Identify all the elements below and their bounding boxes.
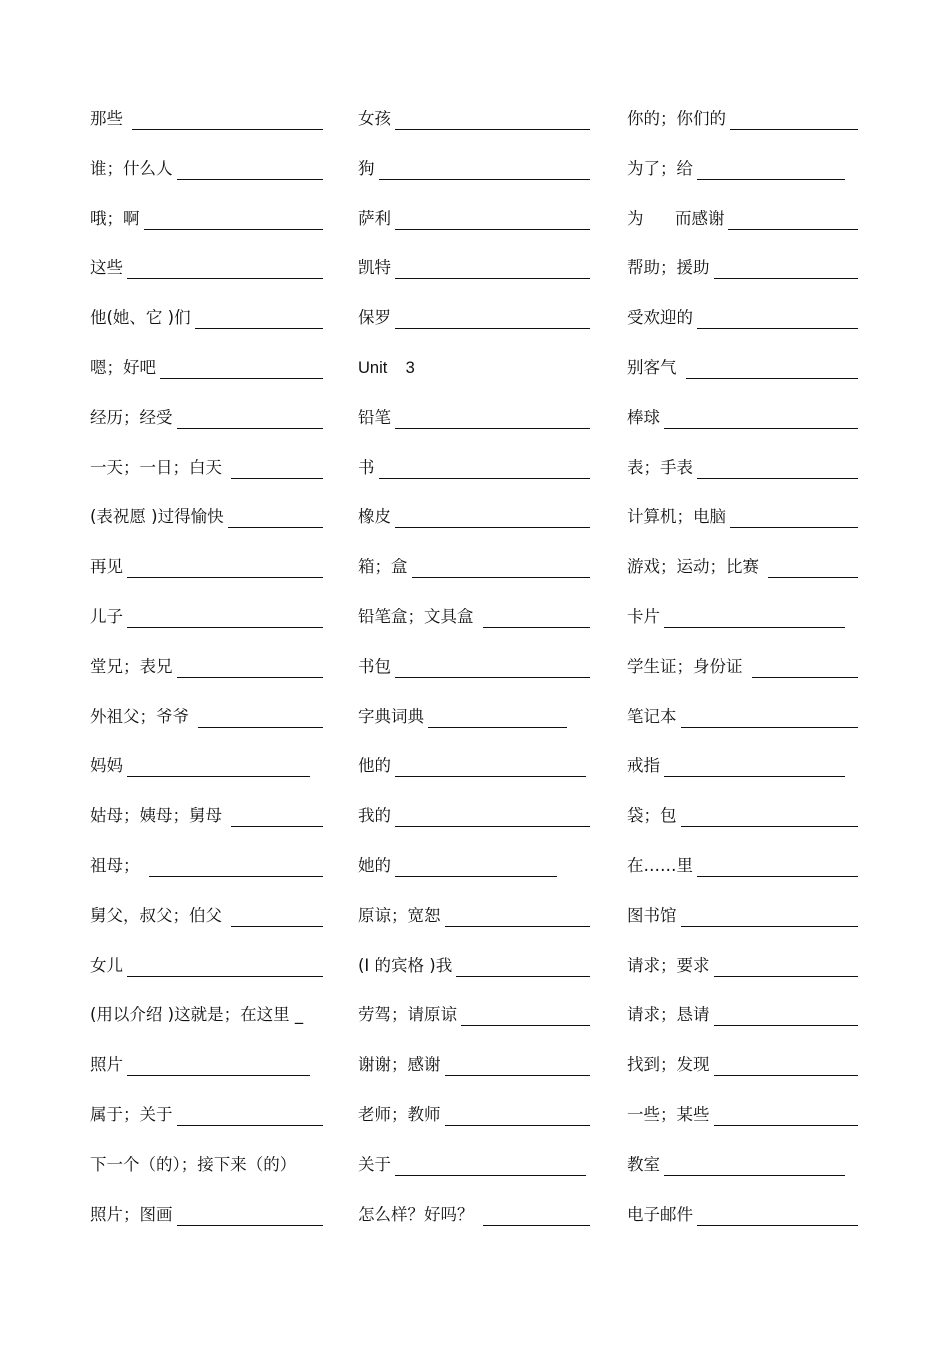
vocab-row	[358, 404, 590, 454]
vocab-row	[627, 1201, 858, 1251]
answer-blank[interactable]	[714, 1051, 859, 1076]
vocab-row	[627, 1051, 858, 1101]
vocab-row	[358, 752, 590, 802]
vocab-row	[90, 354, 323, 404]
vocab-prompt: 在……里	[627, 855, 693, 875]
vocab-prompt: 铅笔盒；文具盒	[358, 606, 479, 626]
vocab-row	[90, 752, 323, 802]
vocab-row	[358, 952, 590, 1002]
vocab-prompt: 原谅；宽恕	[358, 905, 441, 925]
vocab-prompt: 字典词典	[358, 706, 424, 726]
answer-blank[interactable]	[395, 304, 590, 329]
answer-blank[interactable]	[231, 902, 323, 927]
answer-blank[interactable]	[228, 503, 323, 528]
answer-blank[interactable]	[445, 902, 591, 927]
vocab-row	[358, 902, 590, 952]
vocab-row	[627, 105, 858, 155]
unit-heading: Unit 3	[358, 358, 415, 377]
answer-blank[interactable]	[664, 1151, 845, 1176]
answer-blank[interactable]	[681, 802, 859, 827]
vocab-row	[90, 603, 323, 653]
vocab-prompt: 谢谢；感谢	[358, 1055, 441, 1075]
vocab-prompt: 妈妈	[90, 756, 123, 776]
answer-blank[interactable]	[395, 105, 590, 130]
vocab-row	[627, 155, 858, 205]
vocab-row	[90, 454, 323, 504]
vocab-prompt: 下一个（的）；接下来（的）	[90, 1154, 297, 1174]
vocab-row	[90, 653, 323, 703]
vocab-prompt: 游戏；运动；比赛	[627, 557, 765, 577]
vocab-prompt: 属于；关于	[90, 1104, 173, 1124]
answer-blank[interactable]	[697, 304, 858, 329]
vocab-prompt: 袋；包	[627, 806, 677, 826]
vocab-row	[90, 902, 323, 952]
answer-blank[interactable]	[379, 155, 591, 180]
vocab-prompt: 老师；教师	[358, 1104, 441, 1124]
vocab-prompt: 这些	[90, 258, 123, 278]
answer-blank[interactable]	[127, 952, 323, 977]
answer-blank[interactable]	[664, 603, 845, 628]
vocab-prompt: 受欢迎的	[627, 308, 693, 328]
vocab-row	[90, 553, 323, 603]
vocab-row	[90, 852, 323, 902]
answer-blank[interactable]	[664, 752, 845, 777]
vocab-row	[90, 304, 323, 354]
vocab-prompt: 萨利	[358, 208, 391, 228]
vocab-prompt: 书包	[358, 656, 391, 676]
vocab-row	[627, 703, 858, 753]
vocab-prompt: 怎么样？好吗？	[358, 1204, 479, 1224]
answer-blank[interactable]	[127, 752, 310, 777]
answer-blank[interactable]	[177, 1101, 324, 1126]
vocab-row	[627, 752, 858, 802]
answer-blank[interactable]	[728, 205, 858, 230]
answer-blank[interactable]	[456, 952, 590, 977]
vocab-row	[358, 354, 590, 404]
vocab-prompt: 堂兄；表兄	[90, 656, 173, 676]
vocab-prompt: (表祝愿 )过得愉快	[90, 507, 224, 527]
vocab-prompt: 电子邮件	[627, 1204, 693, 1224]
vocab-prompt: 卡片	[627, 606, 660, 626]
answer-blank[interactable]	[395, 852, 557, 877]
vocab-row	[358, 553, 590, 603]
vocab-row	[90, 105, 323, 155]
vocab-prompt: 请求；恳请	[627, 1005, 710, 1025]
vocab-row	[627, 653, 858, 703]
vocab-prompt: 他(她、它 )们	[90, 308, 191, 328]
vocab-prompt: 箱；盒	[358, 557, 408, 577]
vocab-prompt: 为 而感谢	[627, 208, 725, 228]
vocab-row	[90, 1001, 323, 1051]
answer-blank[interactable]	[127, 1051, 310, 1076]
answer-blank[interactable]	[395, 254, 590, 279]
vocab-row	[90, 952, 323, 1002]
vocab-row	[90, 205, 323, 255]
vocab-row	[627, 902, 858, 952]
vocab-prompt: 请求；要求	[627, 955, 710, 975]
answer-blank[interactable]	[445, 1051, 591, 1076]
answer-blank[interactable]	[177, 404, 324, 429]
vocab-row	[358, 1001, 590, 1051]
vocab-prompt: 她的	[358, 855, 391, 875]
vocab-row	[627, 1101, 858, 1151]
vocab-prompt: (I 的宾格 )我	[358, 955, 453, 975]
vocab-prompt: 狗	[358, 158, 375, 178]
answer-blank[interactable]	[681, 703, 859, 728]
answer-blank[interactable]	[177, 653, 324, 678]
answer-blank[interactable]	[752, 653, 858, 678]
vocab-row	[358, 205, 590, 255]
answer-blank[interactable]	[149, 852, 323, 877]
vocab-row	[627, 603, 858, 653]
vocab-prompt: 劳驾；请原谅	[358, 1005, 457, 1025]
answer-blank[interactable]	[395, 802, 590, 827]
vocab-prompt: 关于	[358, 1154, 391, 1174]
answer-blank[interactable]	[198, 703, 323, 728]
vocab-row	[90, 802, 323, 852]
answer-blank[interactable]	[231, 802, 323, 827]
answer-blank[interactable]	[395, 205, 590, 230]
vocab-row	[627, 952, 858, 1002]
answer-blank[interactable]	[730, 105, 858, 130]
vocab-prompt: 学生证；身份证	[627, 656, 748, 676]
vocab-prompt: 找到；发现	[627, 1055, 710, 1075]
vocab-prompt: 图书馆	[627, 905, 677, 925]
vocab-prompt: 再见	[90, 557, 123, 577]
vocab-row	[627, 404, 858, 454]
vocab-row	[358, 1101, 590, 1151]
vocab-row	[358, 454, 590, 504]
vocab-row	[358, 304, 590, 354]
vocab-row	[358, 703, 590, 753]
vocab-row	[627, 802, 858, 852]
vocab-row	[358, 1201, 590, 1251]
vocab-row	[627, 852, 858, 902]
vocab-prompt: 女孩	[358, 109, 391, 128]
vocab-row	[90, 1151, 323, 1201]
vocab-column-2	[358, 105, 590, 1250]
vocab-prompt: 舅父，叔父；伯父	[90, 905, 228, 925]
answer-blank[interactable]	[768, 553, 858, 578]
vocab-prompt: 照片	[90, 1055, 123, 1075]
vocab-prompt: 经历；经受	[90, 407, 173, 427]
answer-blank[interactable]	[664, 404, 858, 429]
answer-blank[interactable]	[714, 1101, 859, 1126]
vocab-prompt: 笔记本	[627, 706, 677, 726]
vocab-prompt: 祖母；	[90, 855, 145, 875]
vocab-row	[358, 254, 590, 304]
answer-blank[interactable]	[177, 1201, 324, 1226]
vocab-prompt: 哦；啊	[90, 208, 140, 228]
vocab-prompt: 计算机；电脑	[627, 507, 726, 527]
vocab-prompt: 儿子	[90, 606, 123, 626]
vocab-prompt: 戒指	[627, 756, 660, 776]
answer-blank[interactable]	[379, 454, 591, 479]
answer-blank[interactable]	[395, 503, 590, 528]
vocab-row	[358, 1051, 590, 1101]
vocab-row	[627, 553, 858, 603]
vocab-row	[358, 105, 590, 155]
vocab-row	[90, 155, 323, 205]
vocab-prompt: 外祖父；爷爷	[90, 706, 195, 726]
answer-blank[interactable]	[195, 304, 323, 329]
answer-blank[interactable]	[127, 553, 323, 578]
answer-blank[interactable]	[461, 1001, 590, 1026]
vocab-row	[627, 354, 858, 404]
answer-blank[interactable]	[697, 454, 858, 479]
vocab-column-3	[627, 105, 858, 1250]
vocab-row	[358, 852, 590, 902]
vocab-prompt: 书	[358, 457, 375, 477]
answer-blank[interactable]	[714, 1001, 859, 1026]
vocab-column-1	[90, 105, 323, 1250]
answer-blank[interactable]	[231, 454, 323, 479]
vocab-prompt: 你的；你们的	[627, 109, 726, 128]
vocab-prompt: 橡皮	[358, 507, 391, 527]
answer-blank[interactable]	[697, 1201, 858, 1226]
answer-blank[interactable]	[714, 254, 859, 279]
vocab-row	[627, 205, 858, 255]
vocab-prompt: 女儿	[90, 955, 123, 975]
vocab-prompt: 凯特	[358, 258, 391, 278]
vocab-prompt: 为了；给	[627, 158, 693, 178]
vocab-row	[90, 703, 323, 753]
vocab-prompt: 一些；某些	[627, 1104, 710, 1124]
vocab-row	[358, 1151, 590, 1201]
vocab-row	[90, 254, 323, 304]
vocab-prompt: 表；手表	[627, 457, 693, 477]
answer-blank[interactable]	[177, 155, 324, 180]
vocab-row	[358, 603, 590, 653]
vocab-row	[358, 802, 590, 852]
vocab-row	[90, 1201, 323, 1251]
vocab-row	[627, 254, 858, 304]
vocab-prompt: 棒球	[627, 407, 660, 427]
answer-blank[interactable]	[395, 752, 586, 777]
vocab-prompt: (用以介绍 )这就是；在这里 _	[90, 1005, 304, 1025]
vocab-prompt: 帮助；援助	[627, 258, 710, 278]
answer-blank[interactable]	[681, 902, 859, 927]
vocab-row	[627, 454, 858, 504]
vocab-prompt: 我的	[358, 806, 391, 826]
answer-blank[interactable]	[697, 852, 858, 877]
vocab-row	[627, 503, 858, 553]
answer-blank[interactable]	[144, 205, 324, 230]
answer-blank[interactable]	[395, 404, 590, 429]
vocab-row	[358, 503, 590, 553]
vocab-prompt: 教室	[627, 1154, 660, 1174]
vocab-prompt: 铅笔	[358, 407, 391, 427]
vocab-prompt: 照片；图画	[90, 1204, 173, 1224]
answer-blank[interactable]	[483, 603, 590, 628]
answer-blank[interactable]	[730, 503, 858, 528]
vocab-row	[90, 404, 323, 454]
vocab-row	[627, 1151, 858, 1201]
vocab-row	[627, 304, 858, 354]
answer-blank[interactable]	[395, 653, 590, 678]
answer-blank[interactable]	[697, 155, 845, 180]
vocab-prompt: 嗯；好吧	[90, 357, 156, 377]
vocab-prompt: 他的	[358, 756, 391, 776]
answer-blank[interactable]	[127, 254, 323, 279]
vocab-prompt: 那些	[90, 109, 129, 128]
answer-blank[interactable]	[445, 1101, 591, 1126]
vocab-row	[90, 503, 323, 553]
answer-blank[interactable]	[132, 105, 323, 130]
vocab-prompt: 姑母；姨母；舅母	[90, 806, 228, 826]
vocab-row	[358, 653, 590, 703]
vocab-row	[90, 1101, 323, 1151]
answer-blank[interactable]	[395, 1151, 586, 1176]
answer-blank[interactable]	[714, 952, 859, 977]
answer-blank[interactable]	[428, 703, 567, 728]
vocab-row	[358, 155, 590, 205]
vocab-prompt: 保罗	[358, 308, 391, 328]
answer-blank[interactable]	[483, 1201, 590, 1226]
answer-blank[interactable]	[127, 603, 323, 628]
answer-blank[interactable]	[686, 354, 858, 379]
answer-blank[interactable]	[160, 354, 323, 379]
answer-blank[interactable]	[412, 553, 591, 578]
vocab-row	[90, 1051, 323, 1101]
vocab-prompt: 别客气	[627, 357, 682, 377]
vocab-prompt: 谁；什么人	[90, 158, 173, 178]
vocab-prompt: 一天；一日；白天	[90, 457, 228, 477]
vocab-row	[627, 1001, 858, 1051]
